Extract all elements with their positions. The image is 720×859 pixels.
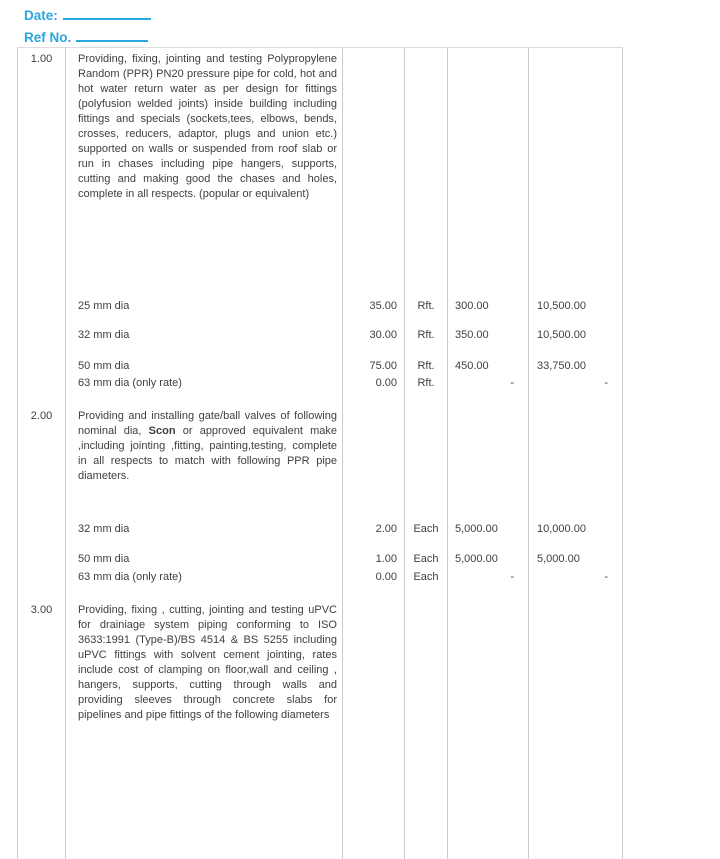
spacer-row [17,391,623,405]
row-qty: 1.00 [343,550,405,568]
ref-no-label: Ref No. [24,30,72,45]
row-amount: - [529,374,623,391]
row-amount: - [529,568,623,586]
row-description: 25 mm dia [66,297,343,326]
date-blank-field [63,14,151,20]
row-rate: 5,000.00 [448,520,529,550]
table-row-63mm [17,374,623,391]
item-number: 2.00 [17,405,66,520]
item-description: Providing, fixing, jointing and testing Polypropylene Random (PPR) PN20 pressure pipe for cold, hot and hot water return water as per design for fittings (polyfusion welded joints) inside building including fittings and specials (sockets,tees, elbows, bends, crosses, reducers, adaptor, plugs and union etc.) supported on walls or suspended from roof slab or run in chases including pipe hangers, supports, cutting and making good the chases and holes, complete in all respects. (popular or equivalent) [66,48,343,297]
row-rate: 5,000.00 [448,550,529,568]
row-unit: Rft. [405,297,448,326]
row-amount: 10,500.00 [529,326,623,357]
row-qty: 0.00 [343,568,405,586]
row-description: 50 mm dia [66,550,343,568]
rate-cell-empty [448,48,529,297]
row-rate: 450.00 [448,357,529,374]
row-unit: Each [405,520,448,550]
row-description: 63 mm dia (only rate) [66,568,343,586]
date-line [24,8,151,30]
document-header [24,8,151,52]
table-row-32mm [17,326,623,357]
table-row-50mm-valve [17,550,623,568]
row-qty: 30.00 [343,326,405,357]
item-description: Providing and installing gate/ball valves of following nominal dia, Scon or approved equivalent make ,including jointing ,fitting, painting,testing, complete in all respects to match with following PPR pipe diameters. [66,405,343,520]
row-qty: 75.00 [343,357,405,374]
row-unit: Rft. [405,374,448,391]
row-qty: 0.00 [343,374,405,391]
date-label: Date: [24,8,58,23]
qty-cell-empty [343,48,405,297]
table-row-25mm [17,297,623,326]
row-amount: 10,500.00 [529,297,623,326]
row-description: 63 mm dia (only rate) [66,374,343,391]
row-unit: Each [405,568,448,586]
table-row-32mm-valve [17,520,623,550]
spacer-row [17,586,623,599]
row-qty: 35.00 [343,297,405,326]
brand-name-bold: Scon [148,425,176,437]
item-2-description-row [17,405,623,520]
amount-cell-empty [529,48,623,297]
row-rate: 350.00 [448,326,529,357]
row-rate: 300.00 [448,297,529,326]
row-amount: 5,000.00 [529,550,623,568]
row-rate: - [448,568,529,586]
row-unit: Each [405,550,448,568]
item-1-description-row [17,48,623,297]
item-3-description-row [17,599,623,859]
row-unit: Rft. [405,326,448,357]
ref-no-blank-field [76,36,148,42]
item-number: 1.00 [17,48,66,297]
row-description: 32 mm dia [66,520,343,550]
boq-table [17,47,623,859]
row-rate: - [448,374,529,391]
row-amount: 10,000.00 [529,520,623,550]
row-description: 32 mm dia [66,326,343,357]
unit-cell-empty [405,48,448,297]
item-description: Providing, fixing , cutting, jointing and testing uPVC for drainiage system piping conforming to ISO 3633:1991 (Type-B)/BS 4514 & BS 5255 including uPVC fittings with solvent cement jointing, rates include cost of clamping on floor,wall and ceiling , hangers, supports, cutting through walls and providing sleeves through concrete slabs for pipelines and pipe fittings of the following diameters [66,599,343,859]
row-description: 50 mm dia [66,357,343,374]
row-unit: Rft. [405,357,448,374]
row-qty: 2.00 [343,520,405,550]
item-number: 3.00 [17,599,66,859]
row-amount: 33,750.00 [529,357,623,374]
table-row-50mm [17,357,623,374]
table-row-63mm-valve [17,568,623,586]
